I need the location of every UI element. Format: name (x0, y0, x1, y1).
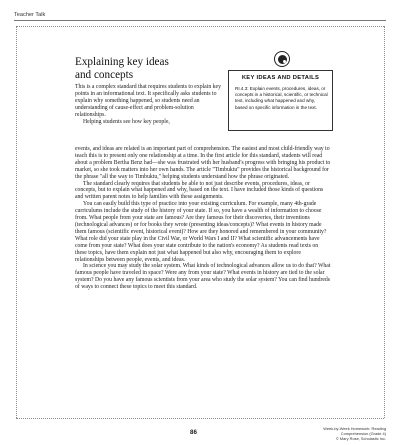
intro-column (75, 84, 223, 125)
body-paragraph-3: You can easily build this type of practice into your existing curriculum. For example, many 4th-grade curriculums include the study of the history of your state. If so, you have a wealth of information to choose from. What people from your state are famous? Are they famous for their discoveries, their inventions (technological advances) or for books they wrote (presenting ideas/concepts)? What events in history made them famous (scientific event, historical event)? How are they honored and remembered in your community? What role did your state play in the Civil War, or World Wars I and II? What scientific advancements have come from your state? What does your state contribute to the nation's economy? As students read texts on these topics, have them explain not just what happened but also why, encouraging them to explore relationships between people, events, and ideas. (75, 201, 327, 263)
dotted-border-left (16, 26, 17, 418)
badge-center (283, 60, 286, 63)
section-title (75, 56, 235, 81)
intro-paragraph-1: This is a complex standard that requires students to explain key points in an informational text. It specifically asks students to explain why something happened, so students need an understanding of cause-effect and problem-solution relationships. (75, 84, 221, 118)
running-head: Teacher Talk (14, 12, 46, 18)
body-text (75, 146, 331, 291)
dotted-border-top (16, 26, 384, 27)
credit-line (302, 427, 386, 441)
intro-paragraph-2: Helping students see how key people, (83, 118, 170, 125)
section-title-line-2: and concepts (75, 68, 134, 81)
header-rule (14, 20, 386, 21)
credit-line-2: © Mary Rose, Scholastic Inc. (335, 435, 386, 441)
body-paragraph-2: The standard clearly requires that students be able to not just describe events, procedures, ideas, or concepts, but to explain what happened and why, based on the text. I have included those kinds of questions and written parent notes to help families with these assignments. (75, 180, 324, 201)
credit-line-1: Week-by-Week Homework: Reading Comprehension (Grade 4) (323, 426, 386, 436)
body-paragraph-1: events, and ideas are related is an important part of comprehension. The easiest and most child-friendly way to teach this is to present only one relationship at a time. In the first article for this standard, students will read about a problem Bertha Benz had—she was frustrated with her husband's progress with bringing his product to market, so she took matters into her own hands. The article "Timbuktu" provides the historical background for the phrase "all the way to Timbuktu," helping students understand how the phrase originated. (75, 146, 331, 180)
key-ideas-heading: KEY IDEAS AND DETAILS (241, 75, 320, 81)
badge-inner (278, 55, 287, 64)
body-paragraph-4: In science you may study the solar system. What kinds of technological advances allow us to do that? What famous people have traveled in space? Were any from your state? What events in history are tied to the solar system? Do you have any famous scientists from your area who study the solar system? You can find hundreds of ways to connect these topics to meet this standard. (75, 263, 331, 291)
dotted-border-bottom (16, 418, 384, 419)
award-ribbon-icon (274, 51, 290, 67)
page-number: 86 (190, 429, 197, 436)
section-title-line-1: Explaining key ideas (75, 56, 169, 68)
key-ideas-box (228, 70, 333, 131)
key-ideas-standard-text: RI.4.3: Explain events, procedures, ideas, or concepts in a historical, scientific, or technical text, including what happened and why, based on specific information in the text. (235, 86, 328, 110)
dotted-border-right (384, 26, 385, 418)
